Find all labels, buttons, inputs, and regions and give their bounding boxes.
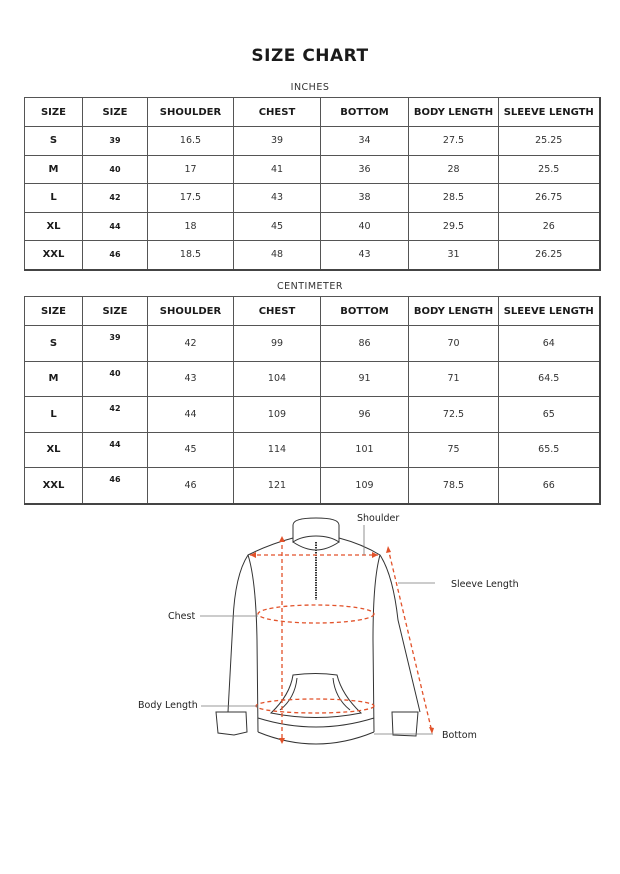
cell-size-num: 42 — [83, 184, 148, 213]
cell-size-num: 46 — [83, 468, 148, 504]
cell-sleeve-length: 65.5 — [499, 432, 600, 468]
cell-bottom: 109 — [321, 468, 409, 504]
garment-measurement-diagram — [130, 500, 530, 760]
header-size-num: SIZE — [83, 297, 148, 326]
header-size: SIZE — [25, 297, 83, 326]
cell-body-length: 71 — [409, 361, 499, 397]
cell-bottom: 43 — [321, 241, 409, 270]
header-size: SIZE — [25, 98, 83, 127]
cell-shoulder: 44 — [148, 397, 234, 433]
cell-body-length: 31 — [409, 241, 499, 270]
table-header-row — [25, 297, 600, 326]
cell-size: XL — [25, 432, 83, 468]
table-row — [25, 361, 600, 397]
header-chest: CHEST — [234, 98, 321, 127]
cell-bottom: 96 — [321, 397, 409, 433]
hoodie-illustration-icon — [130, 500, 530, 760]
label-sleeve-length: Sleeve Length — [451, 579, 519, 590]
cell-shoulder: 18.5 — [148, 241, 234, 270]
cell-sleeve-length: 64 — [499, 326, 600, 362]
cell-bottom: 101 — [321, 432, 409, 468]
cell-size-num: 40 — [83, 361, 148, 397]
cell-shoulder: 16.5 — [148, 127, 234, 156]
cell-chest: 48 — [234, 241, 321, 270]
table-row — [25, 155, 600, 184]
header-shoulder: SHOULDER — [148, 98, 234, 127]
cell-size-num: 39 — [83, 127, 148, 156]
cell-bottom: 36 — [321, 155, 409, 184]
cell-size: L — [25, 184, 83, 213]
cell-size: L — [25, 397, 83, 433]
cell-body-length: 70 — [409, 326, 499, 362]
cell-shoulder: 42 — [148, 326, 234, 362]
cell-sleeve-length: 26.75 — [499, 184, 600, 213]
page-title: SIZE CHART — [251, 46, 369, 66]
cell-chest: 104 — [234, 361, 321, 397]
cell-size-num: 46 — [83, 241, 148, 270]
cell-body-length: 78.5 — [409, 468, 499, 504]
cell-chest: 114 — [234, 432, 321, 468]
cell-sleeve-length: 65 — [499, 397, 600, 433]
table-row — [25, 184, 600, 213]
cell-sleeve-length: 25.25 — [499, 127, 600, 156]
cell-body-length: 28.5 — [409, 184, 499, 213]
cell-chest: 39 — [234, 127, 321, 156]
cell-shoulder: 43 — [148, 361, 234, 397]
cell-size: M — [25, 155, 83, 184]
cell-size: S — [25, 127, 83, 156]
centimeter-unit-label: CENTIMETER — [277, 281, 343, 292]
table-row — [25, 432, 600, 468]
centimeter-size-table — [24, 296, 601, 505]
cell-size: S — [25, 326, 83, 362]
cell-size-num: 39 — [83, 326, 148, 362]
cell-shoulder: 17.5 — [148, 184, 234, 213]
header-body-length: BODY LENGTH — [409, 98, 499, 127]
inches-size-table — [24, 97, 601, 271]
header-sleeve-length: SLEEVE LENGTH — [499, 98, 600, 127]
cell-size: XXL — [25, 468, 83, 504]
label-body-length: Body Length — [138, 700, 198, 711]
table-header-row — [25, 98, 600, 127]
header-bottom: BOTTOM — [321, 297, 409, 326]
cell-chest: 41 — [234, 155, 321, 184]
cell-sleeve-length: 26 — [499, 212, 600, 241]
header-shoulder: SHOULDER — [148, 297, 234, 326]
cell-chest: 121 — [234, 468, 321, 504]
cell-bottom: 86 — [321, 326, 409, 362]
cell-size-num: 42 — [83, 397, 148, 433]
header-chest: CHEST — [234, 297, 321, 326]
cell-body-length: 72.5 — [409, 397, 499, 433]
cell-body-length: 27.5 — [409, 127, 499, 156]
table-row — [25, 127, 600, 156]
header-body-length: BODY LENGTH — [409, 297, 499, 326]
cell-body-length: 28 — [409, 155, 499, 184]
cell-shoulder: 46 — [148, 468, 234, 504]
header-sleeve-length: SLEEVE LENGTH — [499, 297, 600, 326]
table-row — [25, 326, 600, 362]
cell-bottom: 34 — [321, 127, 409, 156]
cell-chest: 45 — [234, 212, 321, 241]
cell-size-num: 44 — [83, 432, 148, 468]
cell-size-num: 44 — [83, 212, 148, 241]
cell-size: XXL — [25, 241, 83, 270]
header-bottom: BOTTOM — [321, 98, 409, 127]
label-bottom: Bottom — [442, 730, 477, 741]
cell-sleeve-length: 25.5 — [499, 155, 600, 184]
cell-chest: 109 — [234, 397, 321, 433]
table-row — [25, 212, 600, 241]
inches-unit-label: INCHES — [290, 82, 330, 93]
cell-bottom: 40 — [321, 212, 409, 241]
table-row — [25, 397, 600, 433]
cell-shoulder: 18 — [148, 212, 234, 241]
table-row — [25, 468, 600, 504]
cell-sleeve-length: 64.5 — [499, 361, 600, 397]
cell-chest: 99 — [234, 326, 321, 362]
cell-bottom: 38 — [321, 184, 409, 213]
header-size-num: SIZE — [83, 98, 148, 127]
cell-bottom: 91 — [321, 361, 409, 397]
cell-body-length: 75 — [409, 432, 499, 468]
cell-size: XL — [25, 212, 83, 241]
cell-chest: 43 — [234, 184, 321, 213]
label-chest: Chest — [168, 611, 196, 622]
cell-sleeve-length: 66 — [499, 468, 600, 504]
cell-shoulder: 45 — [148, 432, 234, 468]
cell-shoulder: 17 — [148, 155, 234, 184]
table-row — [25, 241, 600, 270]
cell-size-num: 40 — [83, 155, 148, 184]
cell-size: M — [25, 361, 83, 397]
label-shoulder: Shoulder — [357, 513, 400, 524]
cell-sleeve-length: 26.25 — [499, 241, 600, 270]
cell-body-length: 29.5 — [409, 212, 499, 241]
